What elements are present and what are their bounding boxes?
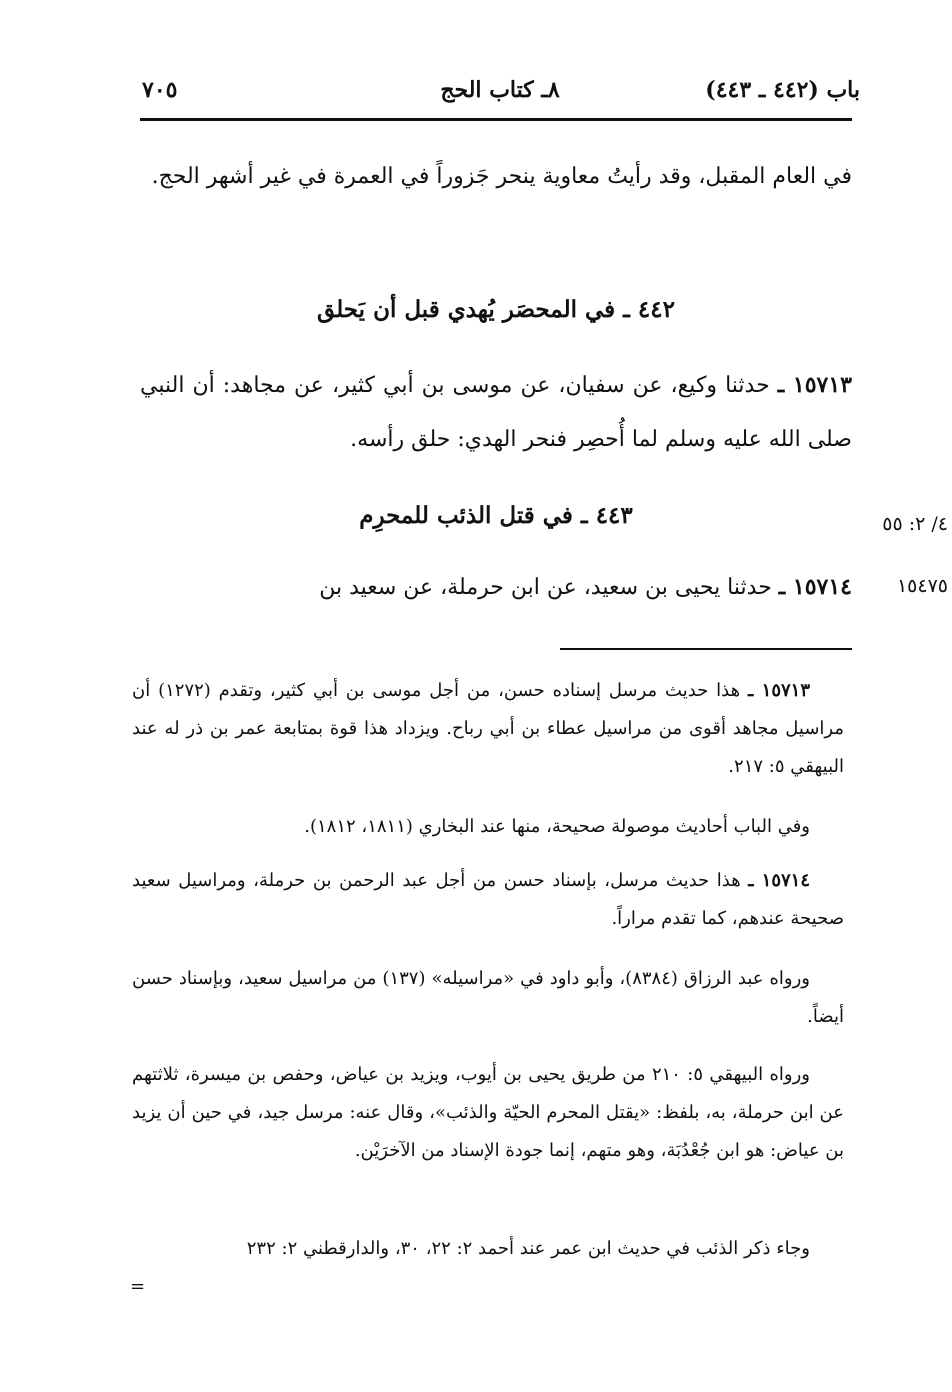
footnote-text: هذا حديث مرسل، بإسناد حسن من أجل عبد الرحمن بن حرملة، ومراسيل سعيد صحيحة عندهم، كما تقدم مراراً. bbox=[132, 870, 844, 929]
hadith-number: ١٥٧١٤ ـ bbox=[778, 574, 852, 600]
header-page-number: ٧٠٥ bbox=[142, 77, 178, 103]
footnote-ibn-umar: وجاء ذكر الذئب في حديث ابن عمر عند أحمد ٢: ٢٢، ٣٠، والدارقطني ٢: ٢٣٢ bbox=[246, 1238, 810, 1259]
footnote-bayhaqi: ورواه البيهقي ٥: ٢١٠ من طريق يحيى بن أيوب، ويزيد بن عياض، وحفص بن ميسرة، ثلاثتهم عن ابن حرملة، به، بلفظ: «يقتل المحرم الحيّة والذئب»، وقال عنه: مرسل جيد، في حين أن يزيد بن عياض: هو ابن جُعْدُبَة، وهو متهم، إنما جودة الإسناد من الآخرَيْن. bbox=[132, 1064, 844, 1161]
header-rule bbox=[140, 118, 852, 121]
chapter-heading-442: ٤٤٢ ـ في المحصَر يُهدي قبل أن يَحلق bbox=[317, 296, 675, 323]
footnote-related-hadiths: وفي الباب أحاديث موصولة صحيحة، منها عند البخاري (١٨١١، ١٨١٢). bbox=[304, 816, 810, 837]
footnote-15713 bbox=[132, 672, 844, 786]
footnote-15714 bbox=[132, 862, 844, 938]
header-chapter-range: باب (٤٤٢ ـ ٤٤٣) bbox=[705, 77, 860, 103]
footnote-number: ١٥٧١٤ ـ bbox=[748, 870, 810, 891]
footnote-abdurrazzaq: ورواه عبد الرزاق (٨٣٨٤)، وأبو داود في «مراسيله» (١٣٧) من مراسيل سعيد، وبإسناد حسن أيضاً. bbox=[132, 968, 844, 1027]
hadith-number: ١٥٧١٣ ـ bbox=[777, 372, 852, 398]
hadith-15714 bbox=[140, 560, 852, 615]
intro-paragraph: في العام المقبل، وقد رأيتُ معاوية ينحر جَزوراً في العمرة في غير أشهر الحج. bbox=[151, 164, 852, 189]
margin-volume-reference: ٤/ ٢: ٥٥ bbox=[882, 513, 948, 535]
footnote-number: ١٥٧١٣ ـ bbox=[747, 680, 811, 701]
hadith-text: حدثنا وكيع، عن سفيان، عن موسى بن أبي كثير، عن مجاهد: أن النبي صلى الله عليه وسلم لما أُحصِر فنحر الهدي: حلق رأسه. bbox=[140, 373, 852, 452]
margin-number-reference: ١٥٤٧٥ bbox=[896, 575, 948, 597]
hadith-15713 bbox=[140, 358, 852, 467]
hadith-text: حدثنا يحيى بن سعيد، عن ابن حرملة، عن سعيد بن bbox=[319, 575, 772, 600]
header-book-title: ٨ـ كتاب الحج bbox=[440, 77, 560, 103]
footnote-text: هذا حديث مرسل إسناده حسن، من أجل موسى بن أبي كثير، وتقدم (١٢٧٢) أن مراسيل مجاهد أقوى من مراسيل عطاء بن أبي رباح. ويزداد هذا قوة بمتابعة عمر بن ذر له عند البيهقي ٥: ٢١٧. bbox=[132, 680, 844, 777]
chapter-heading-443: ٤٤٣ ـ في قتل الذئب للمحرِم bbox=[359, 502, 633, 529]
continuation-mark: = bbox=[130, 1276, 146, 1297]
footnote-separator bbox=[560, 648, 852, 650]
